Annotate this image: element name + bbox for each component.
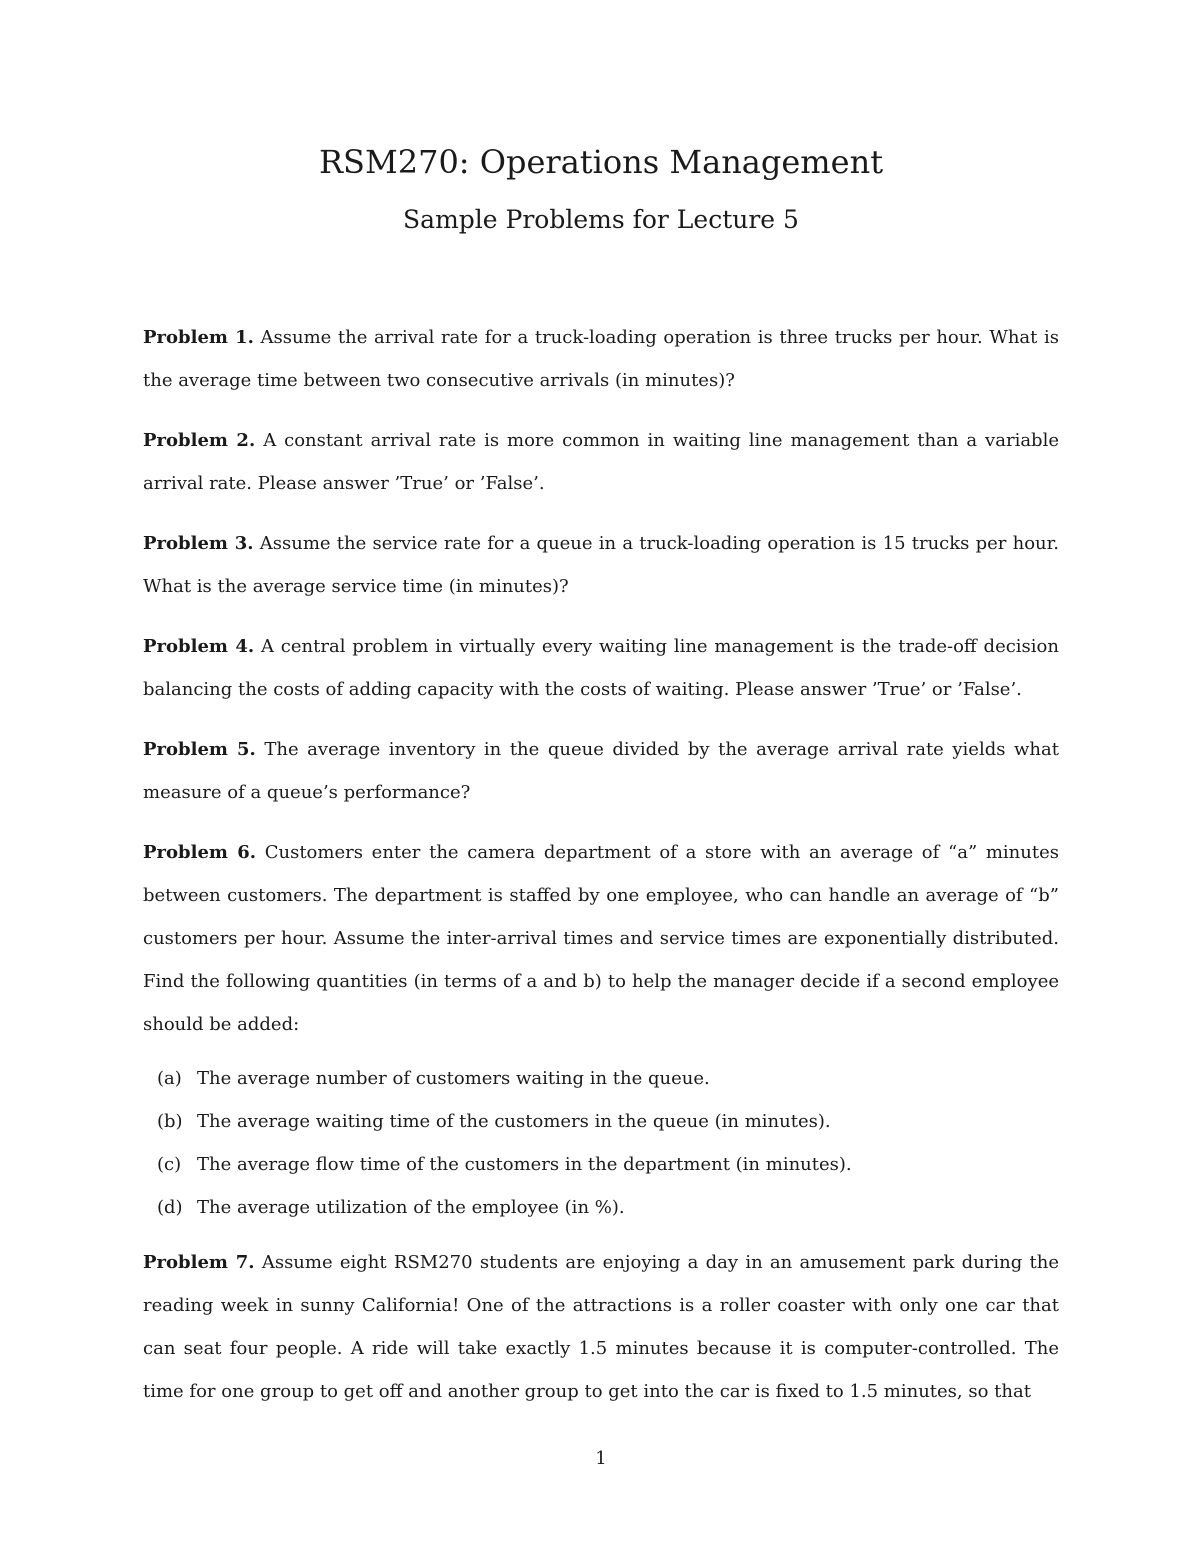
problem-3 — [143, 522, 1059, 608]
problem-label: Problem 3. — [143, 533, 254, 554]
document-subtitle: Sample Problems for Lecture 5 — [403, 205, 799, 234]
list-item-marker: (b) — [157, 1111, 183, 1132]
problem-2 — [143, 419, 1059, 505]
problem-6 — [143, 831, 1059, 1046]
list-item-marker: (d) — [157, 1197, 183, 1218]
problem-text: A central problem in virtually every waiting line management is the trade-off decision balancing the costs of adding capacity with the costs of waiting. Please answer ’True’ or ’False’. — [143, 636, 1059, 700]
problem-text: Customers enter the camera department of a store with an average of “a” minutes between customers. The department is staffed by one employee, who can handle an average of “b” customers per hour. Assume the inter-arrival times and service times are exponentially distributed. Find the following quantities (in terms of a and b) to help the manager decide if a second employee should be added: — [143, 842, 1059, 1035]
problem-text: A constant arrival rate is more common in waiting line management than a variable arrival rate. Please answer ’True’ or ’False’. — [143, 430, 1059, 494]
document-page — [143, 0, 1059, 1553]
list-item-marker: (c) — [157, 1154, 182, 1175]
problem-7 — [143, 1241, 1059, 1413]
problem-label: Problem 7. — [143, 1252, 255, 1273]
problem-label: Problem 1. — [143, 327, 254, 348]
list-item-text: The average utilization of the employee (in %). — [197, 1197, 625, 1218]
list-item-text: The average number of customers waiting in the queue. — [197, 1068, 710, 1089]
list-item — [157, 1057, 1059, 1100]
problem-text: The average inventory in the queue divided by the average arrival rate yields what measure of a queue’s performance? — [143, 739, 1059, 803]
problem-5 — [143, 728, 1059, 814]
list-item-marker: (a) — [157, 1068, 182, 1089]
list-item-text: The average flow time of the customers in the department (in minutes). — [197, 1154, 852, 1175]
document-body — [143, 316, 1059, 1430]
list-item — [157, 1186, 1059, 1229]
problem-text: Assume eight RSM270 students are enjoying a day in an amusement park during the reading week in sunny California! One of the attractions is a roller coaster with only one car that can seat four people. A ride will take exactly 1.5 minutes because it is computer-controlled. The time for one group to get off and another group to get into the car is fixed to 1.5 minutes, so that — [143, 1252, 1059, 1402]
list-item — [157, 1100, 1059, 1143]
page-number: 1 — [595, 1448, 607, 1469]
problem-label: Problem 2. — [143, 430, 256, 451]
list-item — [157, 1143, 1059, 1186]
problem-label: Problem 5. — [143, 739, 256, 760]
problem-1 — [143, 316, 1059, 402]
problem-label: Problem 6. — [143, 842, 256, 863]
document-title: RSM270: Operations Management — [318, 143, 884, 181]
problem-text: Assume the arrival rate for a truck-loading operation is three trucks per hour. What is the average time between two consecutive arrivals (in minutes)? — [143, 327, 1059, 391]
problem-4 — [143, 625, 1059, 711]
problem-text: Assume the service rate for a queue in a truck-loading operation is 15 trucks per hour. What is the average service time (in minutes)? — [143, 533, 1059, 597]
problem-label: Problem 4. — [143, 636, 255, 657]
list-item-text: The average waiting time of the customers in the queue (in minutes). — [197, 1111, 831, 1132]
problem-6-sublist — [143, 1057, 1059, 1229]
